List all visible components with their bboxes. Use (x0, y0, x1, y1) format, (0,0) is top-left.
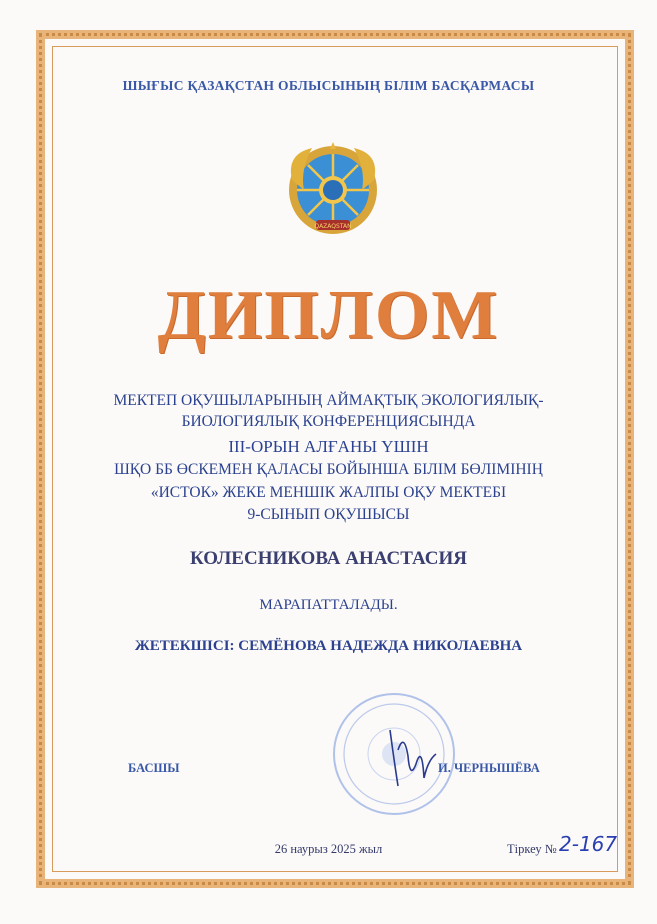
award-text-line-4: ШҚО ББ ӨСКЕМЕН ҚАЛАСЫ БОЙЫНША БІЛІМ БӨЛІМІНІҢ (114, 461, 543, 478)
diploma-title: ДИПЛОМ (157, 277, 500, 354)
kazakhstan-emblem-icon (284, 140, 382, 244)
award-text-line-2: БИОЛОГИЯЛЫҚ КОНФЕРЕНЦИЯСЫНДА (181, 413, 476, 430)
award-place-line: III-ОРЫН АЛҒАНЫ ҮШІН (228, 437, 429, 456)
award-text-line-1: МЕКТЕП ОҚУШЫЛАРЫНЫҢ АЙМАҚТЫҚ ЭКОЛОГИЯЛЫҚ- (113, 392, 544, 409)
recipient-name: КОЛЕСНИКОВА АНАСТАСИЯ (190, 548, 467, 569)
supervisor-line: ЖЕТЕКШІСІ: СЕМЁНОВА НАДЕЖДА НИКОЛАЕВНА (134, 638, 523, 654)
awarded-text: МАРАПАТТАЛАДЫ. (259, 597, 398, 613)
signature-icon (380, 720, 440, 790)
issue-date: 26 наурыз 2025 жыл (274, 842, 383, 856)
grade-line: 9-СЫНЫП ОҚУШЫСЫ (247, 506, 410, 523)
registration-number: 2-167 (559, 832, 618, 856)
svg-text:QAZAQSTAN: QAZAQSTAN (314, 223, 352, 230)
head-name: И. ЧЕРНЫШЁВА (438, 761, 540, 775)
registration-label: Тіркеу № (507, 842, 557, 856)
head-label: БАСШЫ (128, 761, 180, 775)
school-name-line: «ИСТОК» ЖЕКЕ МЕНШІК ЖАЛПЫ ОҚУ МЕКТЕБІ (150, 484, 507, 501)
issuing-authority: ШЫҒЫС ҚАЗАҚСТАН ОБЛЫСЫНЫҢ БІЛІМ БАСҚАРМАСЫ (122, 78, 535, 93)
